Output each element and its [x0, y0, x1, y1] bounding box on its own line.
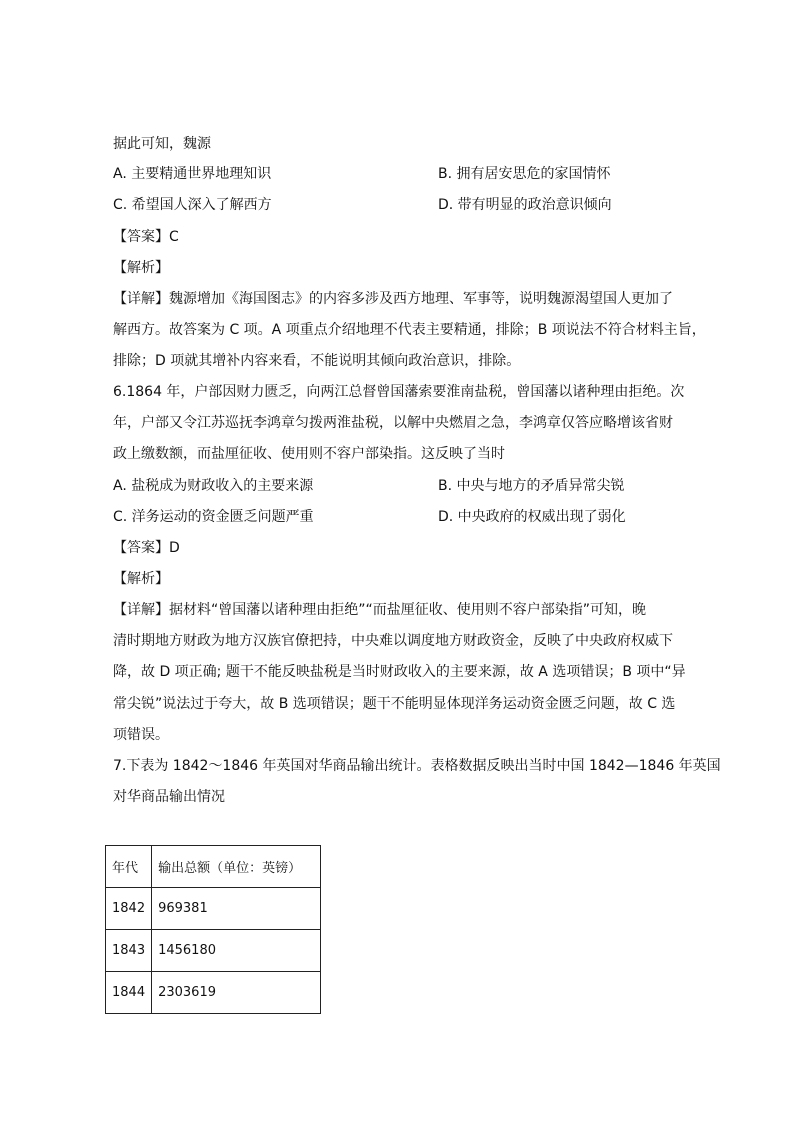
q5-answer: 【答案】C: [113, 229, 179, 245]
table-cell-year: 1843: [106, 930, 152, 972]
q6-stem-line-2: 年，户部又令江苏巡抚李鸿章匀拨两淮盐税，以解中央燃眉之急，李鸿章仅答应略增该省财: [113, 415, 673, 431]
q6-stem-line-3: 政上缴数额，而盐厘征收、使用则不容户部染指。这反映了当时: [113, 446, 505, 462]
export-table: [105, 845, 321, 1014]
table-header-cell: 年代: [106, 846, 152, 888]
q6-detail-line-5: 项错误。: [113, 727, 169, 743]
q5-option-b: B. 拥有居安思危的家国情怀: [438, 166, 611, 182]
q6-option-c: C. 洋务运动的资金匮乏问题严重: [113, 509, 314, 525]
q6-stem-line-1: 6.1864 年，户部因财力匮乏，向两江总督曾国藩索要淮南盐税，曾国藩以诸种理由拒绝。次: [113, 384, 685, 400]
table-cell-amount: 1456180: [152, 930, 321, 972]
q7-stem-line-2: 对华商品输出情况: [113, 789, 225, 805]
q6-option-a: A. 盐税成为财政收入的主要来源: [113, 478, 314, 494]
q6-detail-line-2: 清时期地方财政为地方汉族官僚把持，中央难以调度地方财政资金，反映了中央政府权威下: [113, 633, 673, 649]
table-row: [106, 972, 321, 1014]
table-cell-amount: 2303619: [152, 972, 321, 1014]
table-row: [106, 930, 321, 972]
q6-detail-line-4: 常尖锐”说法过于夸大，故 B 选项错误；题干不能明显体现洋务运动资金匮乏问题，故 C 选: [113, 696, 676, 712]
q6-answer: 【答案】D: [113, 540, 180, 556]
q5-option-d: D. 带有明显的政治意识倾向: [438, 197, 612, 213]
table-cell-amount: 969381: [152, 888, 321, 930]
q6-option-d: D. 中央政府的权威出现了弱化: [438, 509, 626, 525]
q6-option-b: B. 中央与地方的矛盾异常尖锐: [438, 478, 625, 494]
table-row: [106, 888, 321, 930]
q6-analysis-label: 【解析】: [113, 571, 169, 587]
q5-option-a: A. 主要精通世界地理知识: [113, 166, 272, 182]
q6-detail-line-3: 降，故 D 项正确; 题干不能反映盐税是当时财政收入的主要来源，故 A 选项错误；B 项中“异: [113, 664, 686, 680]
q5-detail-line-3: 排除；D 项就其增补内容来看，不能说明其倾向政治意识，排除。: [113, 353, 521, 369]
table-header-cell: 输出总额（单位：英镑）: [152, 846, 321, 888]
q5-option-c: C. 希望国人深入了解西方: [113, 197, 272, 213]
q7-stem-line-1: 7.下表为 1842～1846 年英国对华商品输出统计。表格数据反映出当时中国 1842—1846 年英国: [113, 758, 721, 774]
q5-detail-line-1: 【详解】魏源增加《海国图志》的内容多涉及西方地理、军事等，说明魏源渴望国人更加了: [113, 291, 673, 307]
q5-stem-tail: 据此可知，魏源: [113, 136, 211, 152]
table-cell-year: 1842: [106, 888, 152, 930]
q6-detail-line-1: 【详解】据材料“曾国藩以诸种理由拒绝”“而盐厘征收、使用则不容户部染指”可知，晚: [113, 602, 647, 618]
table-cell-year: 1844: [106, 972, 152, 1014]
q5-detail-line-2: 解西方。故答案为 C 项。A 项重点介绍地理不代表主要精通，排除；B 项说法不符合材料主旨，: [113, 322, 706, 338]
q5-analysis-label: 【解析】: [113, 260, 169, 276]
table-header-row: [106, 846, 321, 888]
